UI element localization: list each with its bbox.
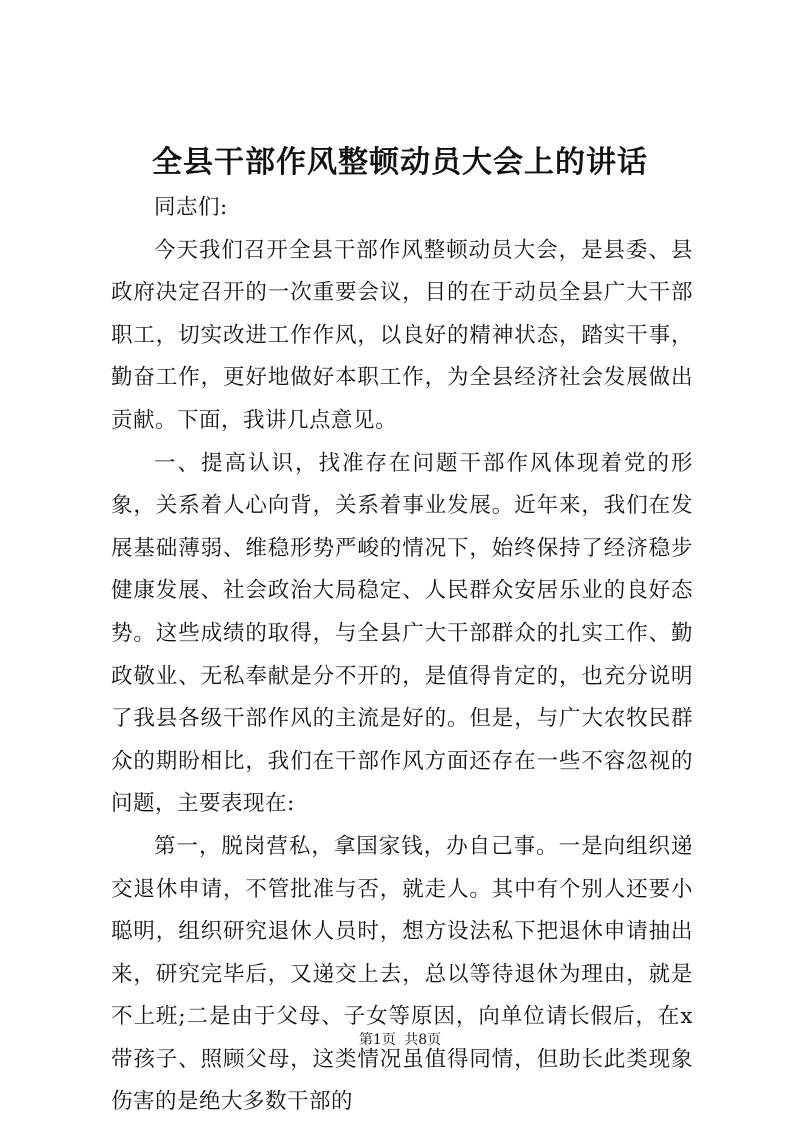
page-footer bbox=[0, 1030, 800, 1050]
paragraph: 今天我们召开全县干部作风整顿动员大会，是县委、县政府决定召开的一次重要会议，目的在于动员全县广大干部职工，切实改进工作作风，以良好的精神状态，踏实干事，勤奋工作，更好地做好本职工作，为全县经济社会发展做出贡献。下面，我讲几点意见。 bbox=[111, 237, 693, 433]
paragraph: 一、提高认识，找准存在问题干部作风体现着党的形象，关系着人心向背，关系着事业发展。近年来，我们在发展基础薄弱、维稳形势严峻的情况下，始终保持了经济稳步健康发展、社会政治大局稳定、人民群众安居乐业的良好态势。这些成绩的取得，与全县广大干部群众的扎实工作、勤政敬业、无私奉献是分不开的，是值得肯定的，也充分说明了我县各级干部作风的主流是好的。但是，与广大农牧民群众的期盼相比，我们在干部作风方面还存在一些不容忽视的问题，主要表现在: bbox=[111, 450, 693, 817]
document-title: 全县干部作风整顿动员大会上的讲话 bbox=[152, 145, 648, 180]
salutation: 同志们: bbox=[154, 195, 228, 220]
document-body bbox=[111, 187, 693, 1124]
page-total: 共8页 bbox=[404, 1032, 442, 1048]
paragraph: 第一，脱岗营私，拿国家钱，办自己事。一是向组织递交退休申请，不管批准与否，就走人。其中有个别人还要小聪明，组织研究退休人员时，想方设法私下把退休申请抽出来，研究完毕后，又递交上去，总以等待退休为理由，就是不上班;二是由于父母、子女等原因，向单位请长假后，在x带孩子、照顾父母，这类情况虽值得同情，但助长此类现象伤害的是绝大多数干部的 bbox=[111, 833, 693, 1115]
page-number: 第1页 bbox=[358, 1032, 396, 1048]
